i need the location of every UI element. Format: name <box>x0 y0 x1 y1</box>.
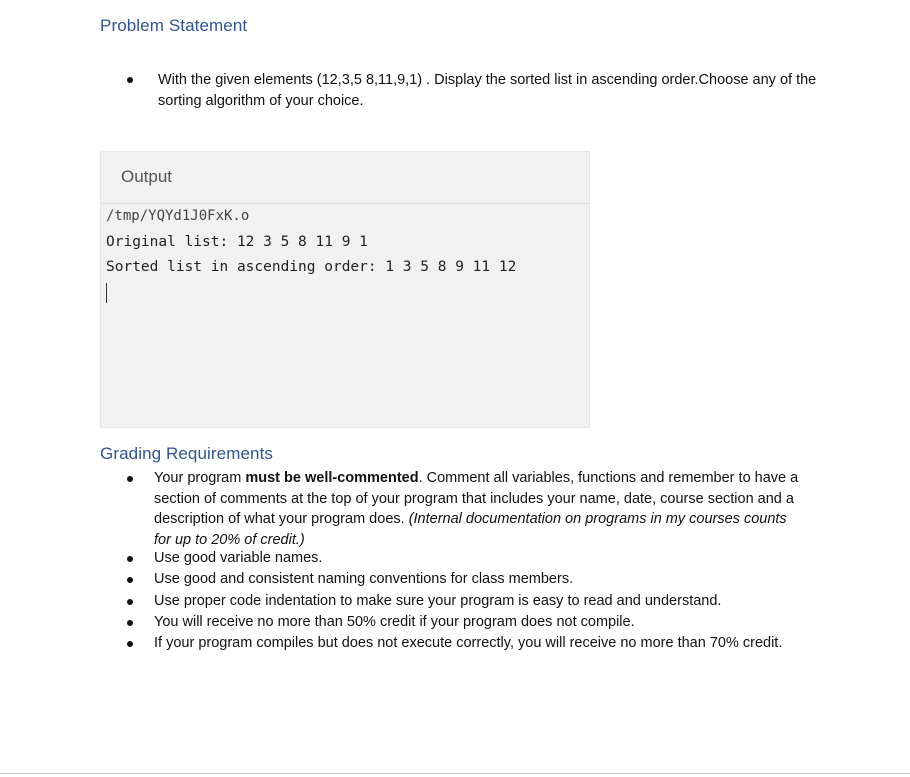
output-panel <box>100 151 590 428</box>
grading-item-comments-pre: Your program <box>154 470 246 486</box>
text-cursor[interactable] <box>106 283 107 303</box>
console-path-line: /tmp/YQYd1J0FxK.o <box>106 208 250 224</box>
grading-item-comments-italic: (Internal documentation on programs in my courses counts for up to 20% of credit.) <box>154 511 787 548</box>
grading-item-naming-conventions: Use good and consistent naming conventions for class members. <box>154 571 574 587</box>
grading-item-comments <box>154 468 804 550</box>
bullet-icon <box>127 577 133 583</box>
grading-item-comments-mid: . Comment all variables, functions and remember to have a section of comments at the top of your program that includes your name, date, course section and a description of what your program does. <box>154 470 799 527</box>
bullet-icon <box>127 641 133 647</box>
grading-item-variable-names: Use good variable names. <box>154 550 323 566</box>
output-label: Output <box>121 167 173 186</box>
grading-item-compile: You will receive no more than 50% credit if your program does not compile. <box>154 614 635 630</box>
bullet-icon <box>127 476 133 482</box>
problem-description: With the given elements (12,3,5 8,11,9,1) . Display the sorted list in ascending order.Choose any of the sorting algorithm of your choice. <box>158 72 817 109</box>
bullet-icon <box>127 599 133 605</box>
output-header <box>101 152 589 204</box>
console-original-line: Original list: 12 3 5 8 11 9 1 <box>106 234 368 250</box>
page-divider <box>0 773 910 774</box>
console-sorted-line: Sorted list in ascending order: 1 3 5 8 9 11 12 <box>106 259 517 275</box>
grading-item-comments-bold: must be well-commented <box>245 470 419 486</box>
problem-statement-heading: Problem Statement <box>100 16 248 35</box>
grading-requirements-heading: Grading Requirements <box>100 444 274 463</box>
bullet-icon <box>127 556 133 562</box>
bullet-icon <box>127 620 133 626</box>
bullet-icon <box>127 77 133 83</box>
grading-item-indentation: Use proper code indentation to make sure your program is easy to read and understand. <box>154 593 722 609</box>
grading-item-execute: If your program compiles but does not execute correctly, you will receive no more than 70% credit. <box>154 635 783 651</box>
